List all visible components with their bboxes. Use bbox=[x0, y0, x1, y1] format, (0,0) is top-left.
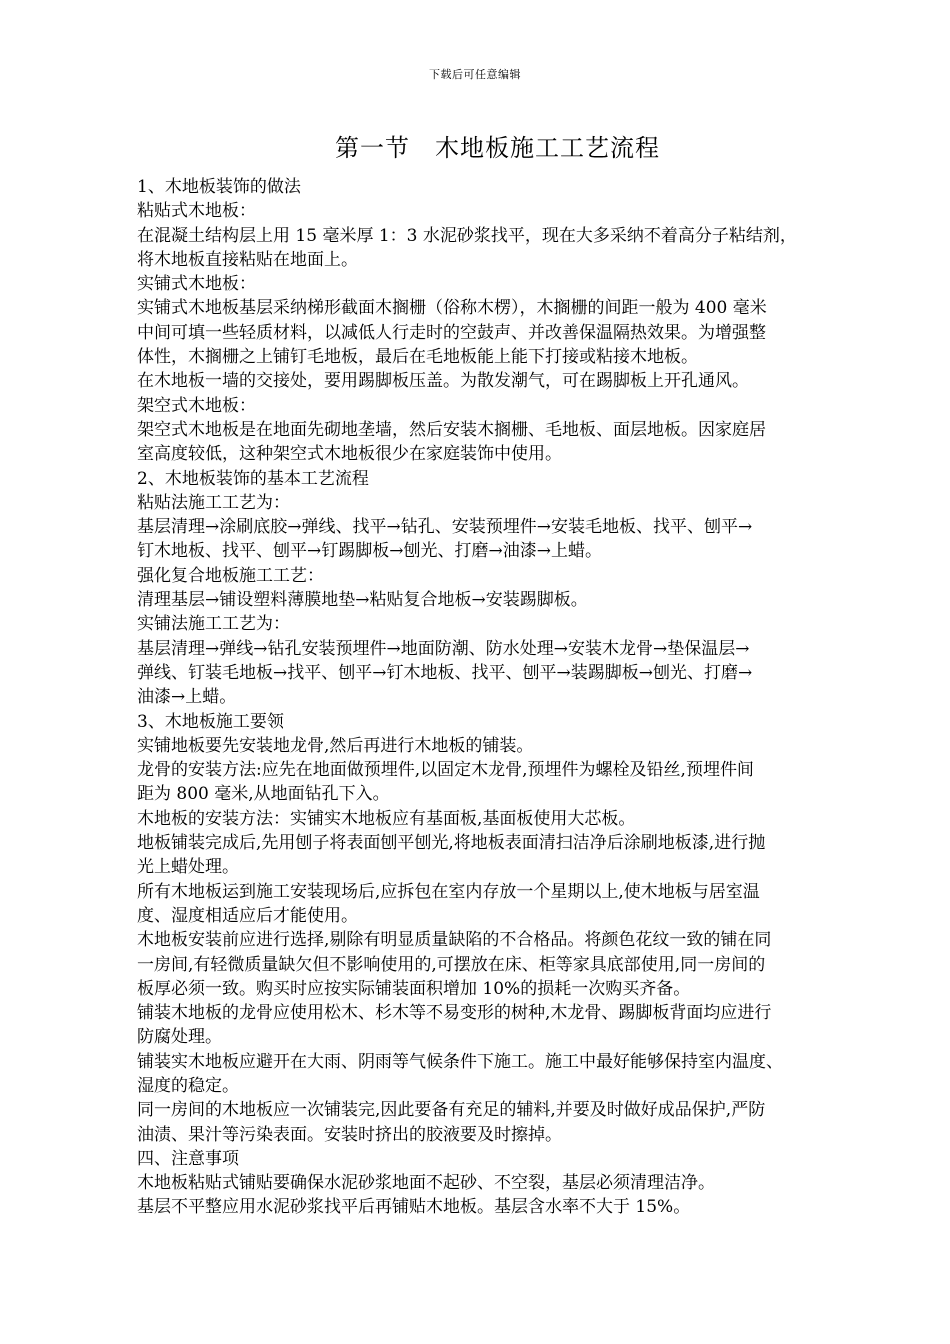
text-line: 油渍、果汁等污染表面。安装时挤出的胶液要及时擦掉。 bbox=[137, 1124, 562, 1145]
text-line: 粘贴法施工工艺为： bbox=[137, 492, 290, 513]
text-line: 强化复合地板施工工艺： bbox=[137, 565, 324, 586]
text-line: 防腐处理。 bbox=[137, 1027, 222, 1048]
text-line: 架空式木地板： bbox=[137, 395, 256, 416]
text-line: 油漆→上蜡。 bbox=[137, 687, 237, 708]
text-line: 中间可填一些轻质材料，以减低人行走时的空鼓声、并改善保温隔热效果。为增强整 bbox=[137, 322, 766, 343]
text-line: 弹线、钉装毛地板→找平、刨平→钉木地板、找平、刨平→装踢脚板→刨光、打磨→ bbox=[137, 662, 753, 683]
text-line: 距为 800 毫米,从地面钻孔下入。 bbox=[137, 784, 390, 805]
text-line: 实铺式木地板： bbox=[137, 274, 256, 295]
text-line: 板厚必须一致。购买时应按实际铺装面积增加 10%的损耗一次购买齐备。 bbox=[137, 978, 691, 999]
text-line: 龙骨的安装方法:应先在地面做预埋件,以固定木龙骨,预埋件为螺栓及铅丝,预埋件间 bbox=[137, 760, 754, 781]
text-line: 同一房间的木地板应一次铺装完,因此要备有充足的辅料,并要及时做好成品保护,严防 bbox=[137, 1100, 766, 1121]
text-line: 基层不平整应用水泥砂浆找平后再铺贴木地板。基层含水率不大于 15%。 bbox=[137, 1197, 691, 1218]
text-line: 1、木地板装饰的做法 bbox=[137, 177, 301, 197]
header-note: 下载后可任意编辑 bbox=[429, 68, 521, 81]
text-line: 地板铺装完成后,先用刨子将表面刨平刨光,将地板表面清扫洁净后涂刷地板漆,进行抛 bbox=[137, 833, 766, 854]
text-line: 2、木地板装饰的基本工艺流程 bbox=[137, 468, 369, 489]
text-line: 室高度较低，这种架空式木地板很少在家庭装饰中使用。 bbox=[137, 444, 562, 465]
text-line: 实铺式木地板基层采纳梯形截面木搁栅（俗称木楞），木搁栅的间距一般为 400 毫米 bbox=[137, 298, 767, 319]
text-line: 实铺地板要先安装地龙骨,然后再进行木地板的铺装。 bbox=[137, 735, 534, 756]
page-title: 第一节 木地板施工工艺流程 bbox=[335, 134, 660, 162]
text-line: 度、湿度相适应后才能使用。 bbox=[137, 905, 358, 926]
text-line: 3、木地板施工要领 bbox=[137, 711, 284, 732]
text-line: 体性，木搁栅之上铺钉毛地板，最后在毛地板能上能下打接或粘接木地板。 bbox=[137, 347, 698, 368]
text-line: 木地板的安装方法：实铺实木地板应有基面板,基面板使用大芯板。 bbox=[137, 808, 636, 829]
document-body bbox=[137, 175, 872, 1220]
text-line: 实铺法施工工艺为： bbox=[137, 614, 290, 635]
text-line: 光上蜡处理。 bbox=[137, 857, 239, 878]
text-line: 湿度的稳定。 bbox=[137, 1075, 239, 1096]
text-line: 将木地板直接粘贴在地面上。 bbox=[137, 249, 358, 270]
text-line: 在混凝土结构层上用 15 毫米厚 1：3 水泥砂浆找平，现在大多采纳不着高分子粘结剂， bbox=[137, 225, 797, 246]
text-line: 木地板粘贴式铺贴要确保水泥砂浆地面不起砂、不空裂，基层必须清理洁净。 bbox=[137, 1173, 715, 1194]
text-line: 在木地板一墙的交接处，要用踢脚板压盖。为散发潮气，可在踢脚板上开孔通风。 bbox=[137, 371, 749, 392]
text-line: 铺装实木地板应避开在大雨、阴雨等气候条件下施工。施工中最好能够保持室内温度、 bbox=[137, 1051, 783, 1072]
text-line: 架空式木地板是在地面先砌地垄墙，然后安装木搁栅、毛地板、面层地板。因家庭居 bbox=[137, 419, 766, 440]
text-line: 基层清理→弹线→钻孔安装预埋件→地面防潮、防水处理→安装木龙骨→垫保温层→ bbox=[137, 638, 750, 659]
text-line: 铺装木地板的龙骨应使用松木、杉木等不易变形的树种,木龙骨、踢脚板背面均应进行 bbox=[137, 1003, 772, 1024]
text-line: 钉木地板、找平、刨平→钉踢脚板→刨光、打磨→油漆→上蜡。 bbox=[137, 541, 602, 562]
text-line: 一房间,有轻微质量缺欠但不影响使用的,可摆放在床、柜等家具底部使用,同一房间的 bbox=[137, 954, 766, 975]
text-line: 四、注意事项 bbox=[137, 1148, 239, 1169]
text-line: 基层清理→涂刷底胶→弹线、找平→钻孔、安装预埋件→安装毛地板、找平、刨平→ bbox=[137, 517, 753, 538]
text-line: 木地板安装前应进行选择,剔除有明显质量缺陷的不合格品。将颜色花纹一致的铺在同 bbox=[137, 930, 772, 951]
text-line: 清理基层→铺设塑料薄膜地垫→粘贴复合地板→安装踢脚板。 bbox=[137, 590, 588, 611]
text-line: 所有木地板运到施工安装现场后,应拆包在室内存放一个星期以上,使木地板与居室温 bbox=[137, 881, 760, 902]
text-line: 粘贴式木地板： bbox=[137, 201, 256, 222]
